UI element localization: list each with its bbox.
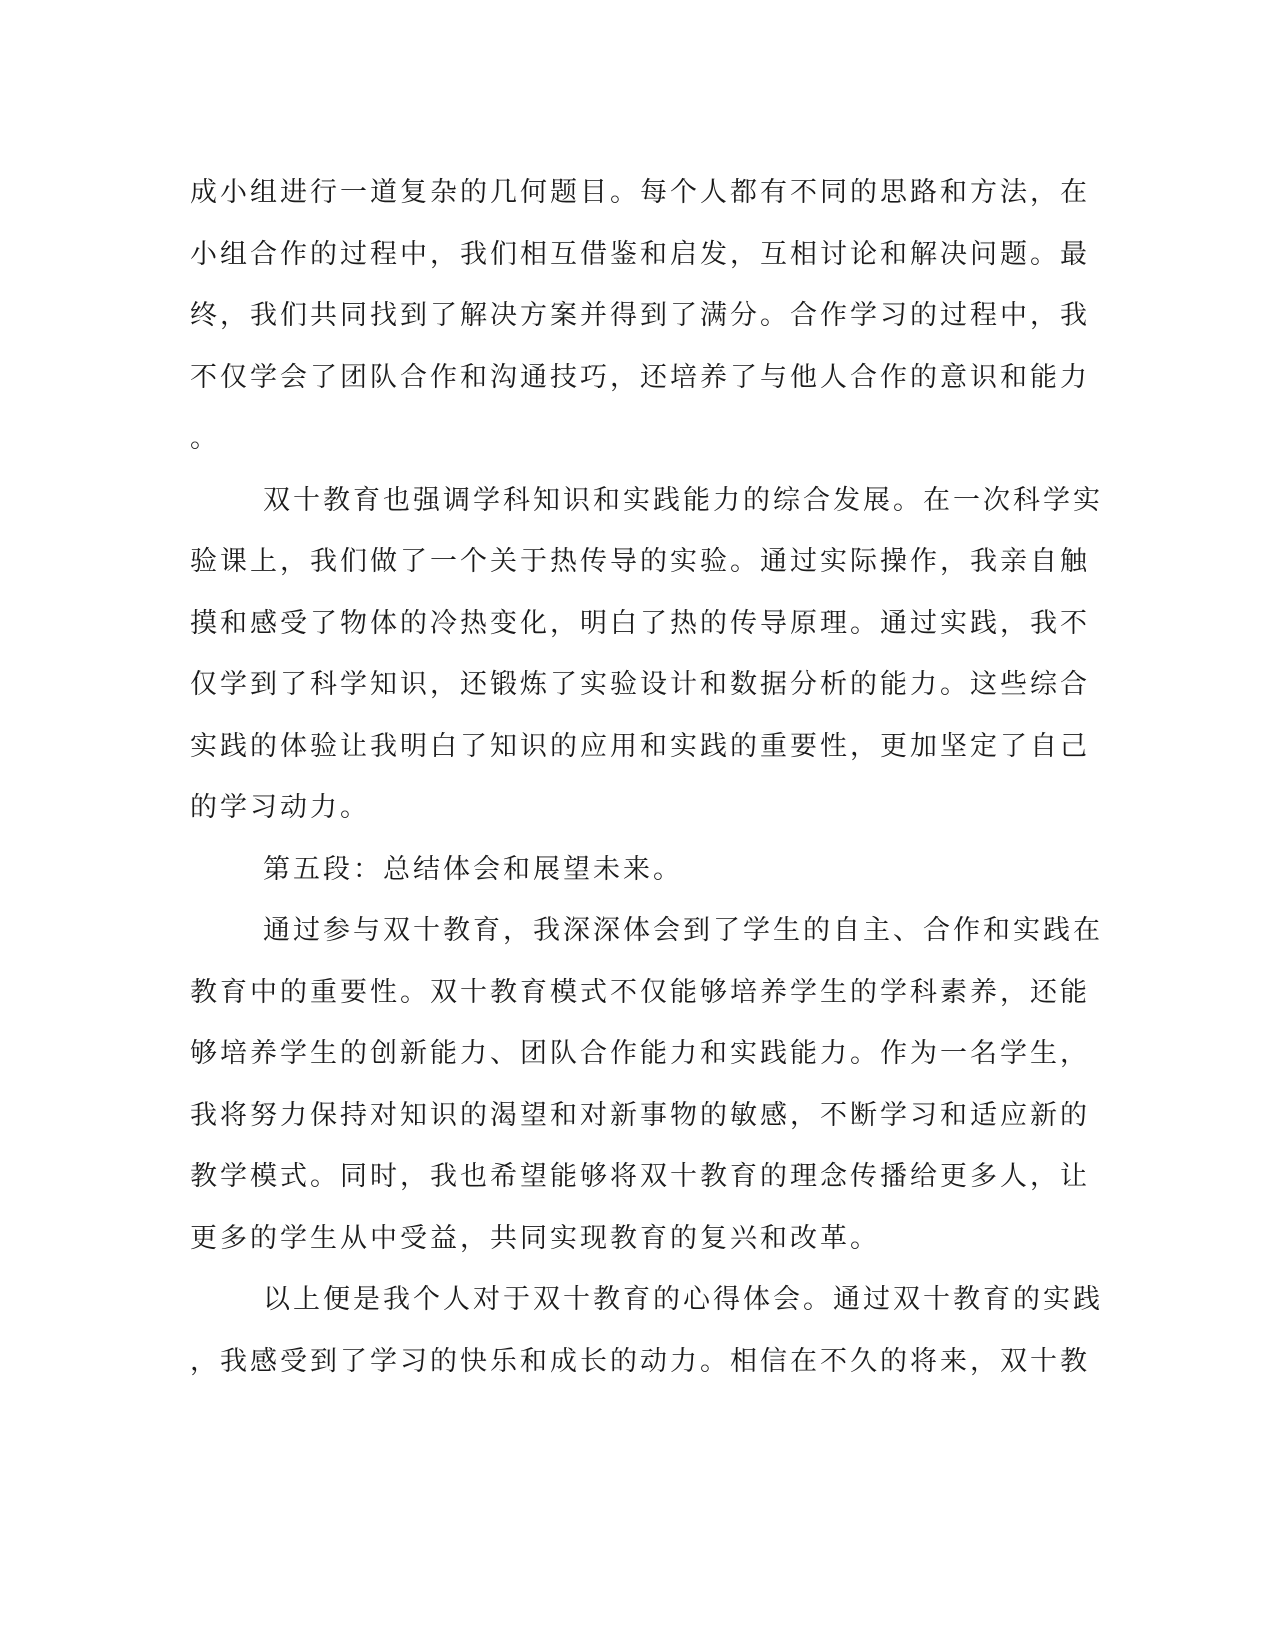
text-line: ，我感受到了学习的快乐和成长的动力。相信在不久的将来，双十教 [190, 1345, 1090, 1377]
paragraph-first-line: 以上便是我个人对于双十教育的心得体会。通过双十教育的实践 [263, 1284, 1103, 1315]
text-line: 的学习动力。 [190, 792, 370, 823]
text-line: 终，我们共同找到了解决方案并得到了满分。合作学习的过程中，我 [190, 300, 1090, 331]
text-line: 摸和感受了物体的冷热变化，明白了热的传导原理。通过实践，我不 [190, 607, 1090, 639]
text-line: 成小组进行一道复杂的几何题目。每个人都有不同的思路和方法，在 [190, 177, 1090, 208]
text-line: 我将努力保持对知识的渴望和对新事物的敏感，不断学习和适应新的 [190, 1099, 1090, 1131]
text-line: 。 [190, 423, 220, 454]
paragraph-first-line: 通过参与双十教育，我深深体会到了学生的自主、合作和实践在 [263, 915, 1103, 946]
text-line: 实践的体验让我明白了知识的应用和实践的重要性，更加坚定了自己 [190, 730, 1090, 762]
text-line: 不仅学会了团队合作和沟通技巧，还培养了与他人合作的意识和能力 [190, 361, 1090, 393]
text-line: 仅学到了科学知识，还锻炼了实验设计和数据分析的能力。这些综合 [190, 669, 1090, 700]
text-line: 验课上，我们做了一个关于热传导的实验。通过实际操作，我亲自触 [190, 546, 1090, 577]
text-line: 教育中的重要性。双十教育模式不仅能够培养学生的学科素养，还能 [190, 976, 1090, 1008]
text-line: 更多的学生从中受益，共同实现教育的复兴和改革。 [190, 1222, 880, 1254]
section-heading: 第五段：总结体会和展望未来。 [263, 853, 683, 885]
document-body [190, 162, 1103, 1392]
text-line: 够培养学生的创新能力、团队合作能力和实践能力。作为一名学生， [190, 1038, 1090, 1069]
paragraph-first-line: 双十教育也强调学科知识和实践能力的综合发展。在一次科学实 [263, 484, 1103, 516]
text-line: 教学模式。同时，我也希望能够将双十教育的理念传播给更多人，让 [190, 1161, 1090, 1192]
text-line: 小组合作的过程中，我们相互借鉴和启发，互相讨论和解决问题。最 [190, 238, 1090, 270]
